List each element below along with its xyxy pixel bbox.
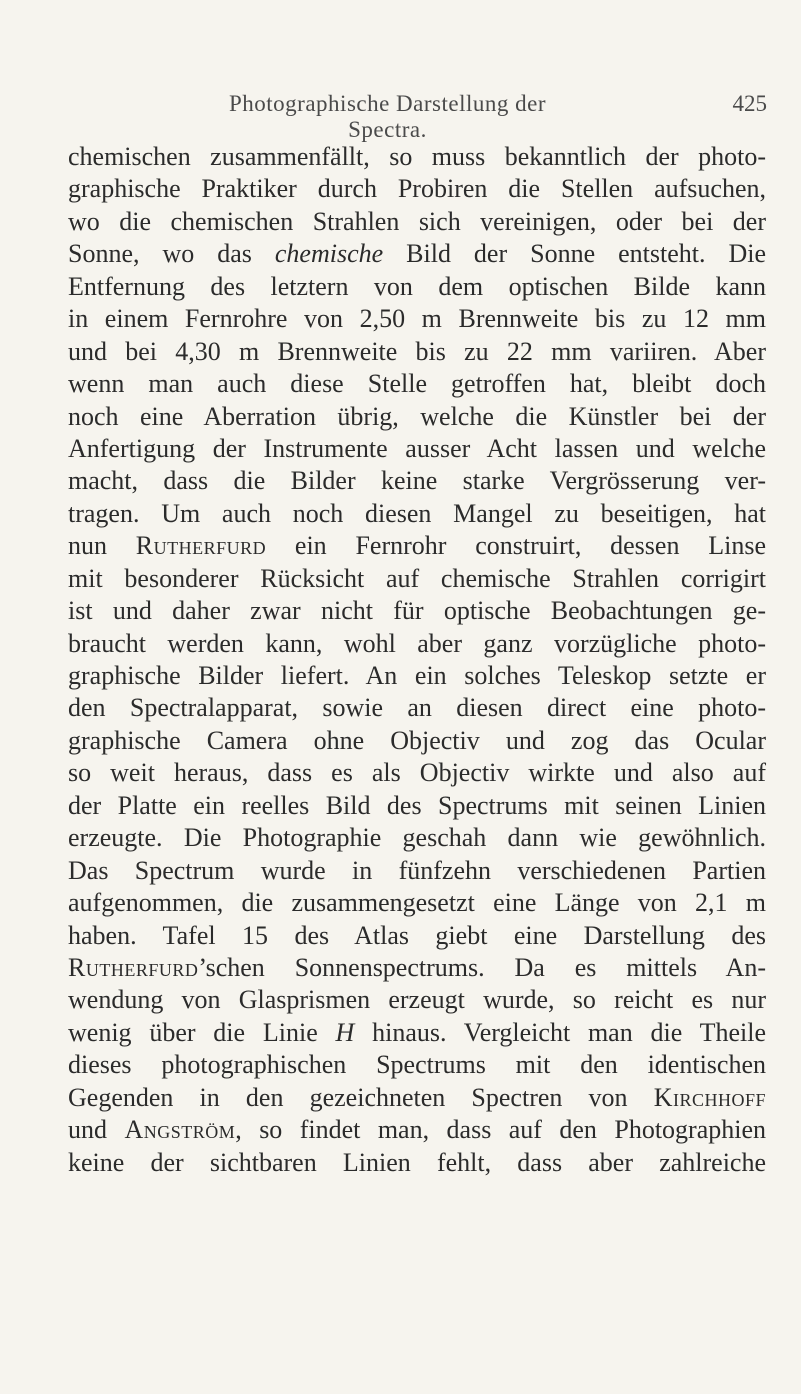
text-line: nun Rutherfurd ein Fernrohr construirt, dessen Linse (68, 531, 766, 561)
author-name: Rutherfurd (135, 531, 267, 561)
page-number: 425 (732, 91, 767, 116)
text-line: Rutherfurd’schen Sonnenspectrums. Da es mittels An- (68, 952, 766, 982)
running-header: Photographische Darstellung der Spectra. (229, 91, 546, 142)
text-line: so weit heraus, dass es als Objectiv wirkte und also auf (68, 758, 766, 788)
text-line: Sonne, wo das chemische Bild der Sonne entsteht. Die (68, 239, 766, 269)
text-line: in einem Fernrohre von 2,50 m Brennweite bis zu 12 mm (68, 304, 766, 334)
text-line: graphische Praktiker durch Probiren die Stellen aufsuchen, (68, 174, 766, 204)
text-line: wenn man auch diese Stelle getroffen hat, bleibt doch (68, 369, 766, 399)
italic-term: H (335, 1017, 355, 1047)
body-text (68, 141, 766, 1179)
text-line: erzeugte. Die Photographie geschah dann wie gewöhnlich. (68, 823, 766, 853)
text-line: aufgenommen, die zusammengesetzt eine Länge von 2,1 m (68, 888, 766, 918)
text-line: wendung von Glasprismen erzeugt wurde, so reicht es nur (68, 985, 766, 1015)
text-line: noch eine Aberration übrig, welche die Künstler bei der (68, 401, 766, 431)
text-line: Gegenden in den gezeichneten Spectren von Kirchhoff (68, 1082, 766, 1112)
text-line: ist und daher zwar nicht für optische Beobachtungen ge- (68, 596, 766, 626)
text-line: macht, dass die Bilder keine starke Vergrösserung ver- (68, 466, 766, 496)
text-line: chemischen zusammenfällt, so muss bekanntlich der photo- (68, 142, 766, 171)
text-line: wenig über die Linie H hinaus. Vergleicht man die Theile (68, 1017, 766, 1047)
text-line: den Spectralapparat, sowie an diesen direct eine photo- (68, 693, 766, 723)
text-line: der Platte ein reelles Bild des Spectrums mit seinen Linien (68, 790, 766, 820)
text-line: mit besonderer Rücksicht auf chemische Strahlen corrigirt (68, 563, 766, 593)
text-line: graphische Camera ohne Objectiv und zog das Ocular (68, 725, 766, 755)
text-line: wo die chemischen Strahlen sich vereinigen, oder bei der (68, 206, 766, 236)
text-line: und Angström, so findet man, dass auf den Photographien (68, 1115, 767, 1145)
text-line: tragen. Um auch noch diesen Mangel zu beseitigen, hat (68, 498, 766, 528)
italic-term: chemische (274, 239, 384, 269)
text-line: haben. Tafel 15 des Atlas giebt eine Darstellung des (68, 920, 766, 950)
text-line: braucht werden kann, wohl aber ganz vorzügliche photo- (68, 628, 766, 658)
text-line: Das Spectrum wurde in fünfzehn verschiedenen Partien (68, 855, 766, 885)
text-line: und bei 4,30 m Brennweite bis zu 22 mm variiren. Aber (68, 336, 766, 366)
text-line: dieses photographischen Spectrums mit den identischen (68, 1050, 766, 1080)
text-line: graphische Bilder liefert. An ein solches Teleskop setzte er (68, 661, 766, 690)
author-name: Angström (124, 1115, 236, 1145)
author-name: Kirchhoff (653, 1082, 766, 1112)
author-name: Rutherfurd (68, 952, 199, 982)
text-line: keine der sichtbaren Linien fehlt, dass aber zahlreiche (68, 1147, 766, 1177)
text-line: Entfernung des letztern von dem optischen Bilde kann (68, 271, 766, 301)
text-line: Anfertigung der Instrumente ausser Acht lassen und welche (68, 433, 766, 463)
